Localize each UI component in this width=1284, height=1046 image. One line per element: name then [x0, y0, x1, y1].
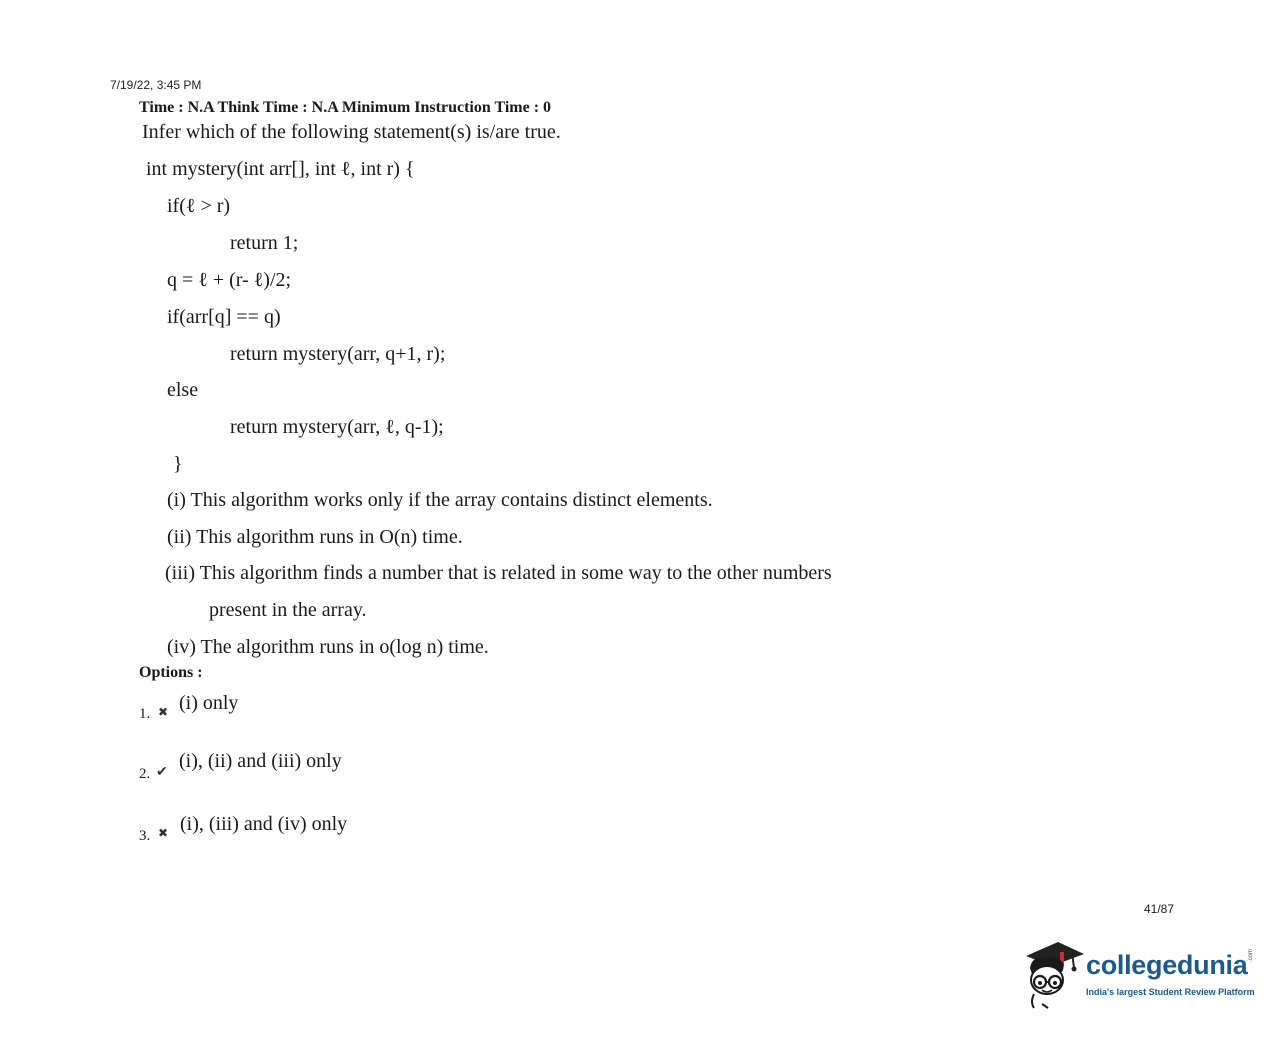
options-label: Options :: [139, 664, 203, 681]
statement-item: (ii) This algorithm runs in O(n) time.: [167, 526, 463, 548]
wrong-mark-icon: ✖: [158, 705, 169, 719]
code-line: q = ℓ + (r- ℓ)/2;: [167, 269, 292, 291]
code-line: return mystery(arr, ℓ, q-1);: [230, 416, 444, 438]
option-number: 3.: [139, 828, 151, 844]
brand-dotcom: .com: [1248, 948, 1254, 962]
option-text: (i), (ii) and (iii) only: [179, 750, 342, 772]
code-line: }: [173, 453, 183, 475]
wrong-mark-icon: ✖: [158, 826, 169, 840]
statement-item: (iii) This algorithm finds a number that is related in some way to the other numbers: [165, 562, 832, 584]
brand-tagline: India's largest Student Review Platform: [1086, 987, 1255, 997]
code-line: return mystery(arr, q+1, r);: [230, 343, 446, 365]
mascot-icon: [1022, 938, 1086, 1012]
collegedunia-logo: [1022, 938, 1262, 1012]
statement-item-continued: present in the array.: [209, 599, 367, 621]
code-line: int mystery(int arr[], int ℓ, int r) {: [146, 158, 415, 180]
option-text: (i), (iii) and (iv) only: [180, 813, 348, 835]
brand-name: collegedunia: [1086, 950, 1248, 980]
code-line: if(arr[q] == q): [167, 306, 281, 328]
time-header: Time : N.A Think Time : N.A Minimum Instruction Time : 0: [139, 99, 552, 116]
statement-item: (iv) The algorithm runs in o(log n) time.: [167, 636, 489, 658]
page-number: 41/87: [1144, 902, 1175, 916]
option-number: 2.: [139, 766, 151, 782]
option-number: 1.: [139, 706, 151, 722]
code-line: else: [167, 379, 199, 401]
code-line: return 1;: [230, 232, 299, 254]
statement-item: (i) This algorithm works only if the array contains distinct elements.: [167, 489, 713, 511]
correct-check-icon: ✔: [156, 765, 168, 780]
option-text: (i) only: [179, 692, 239, 714]
print-timestamp: 7/19/22, 3:45 PM: [110, 78, 202, 92]
question-prompt: Infer which of the following statement(s) is/are true.: [142, 121, 561, 143]
code-line: if(ℓ > r): [167, 195, 231, 217]
